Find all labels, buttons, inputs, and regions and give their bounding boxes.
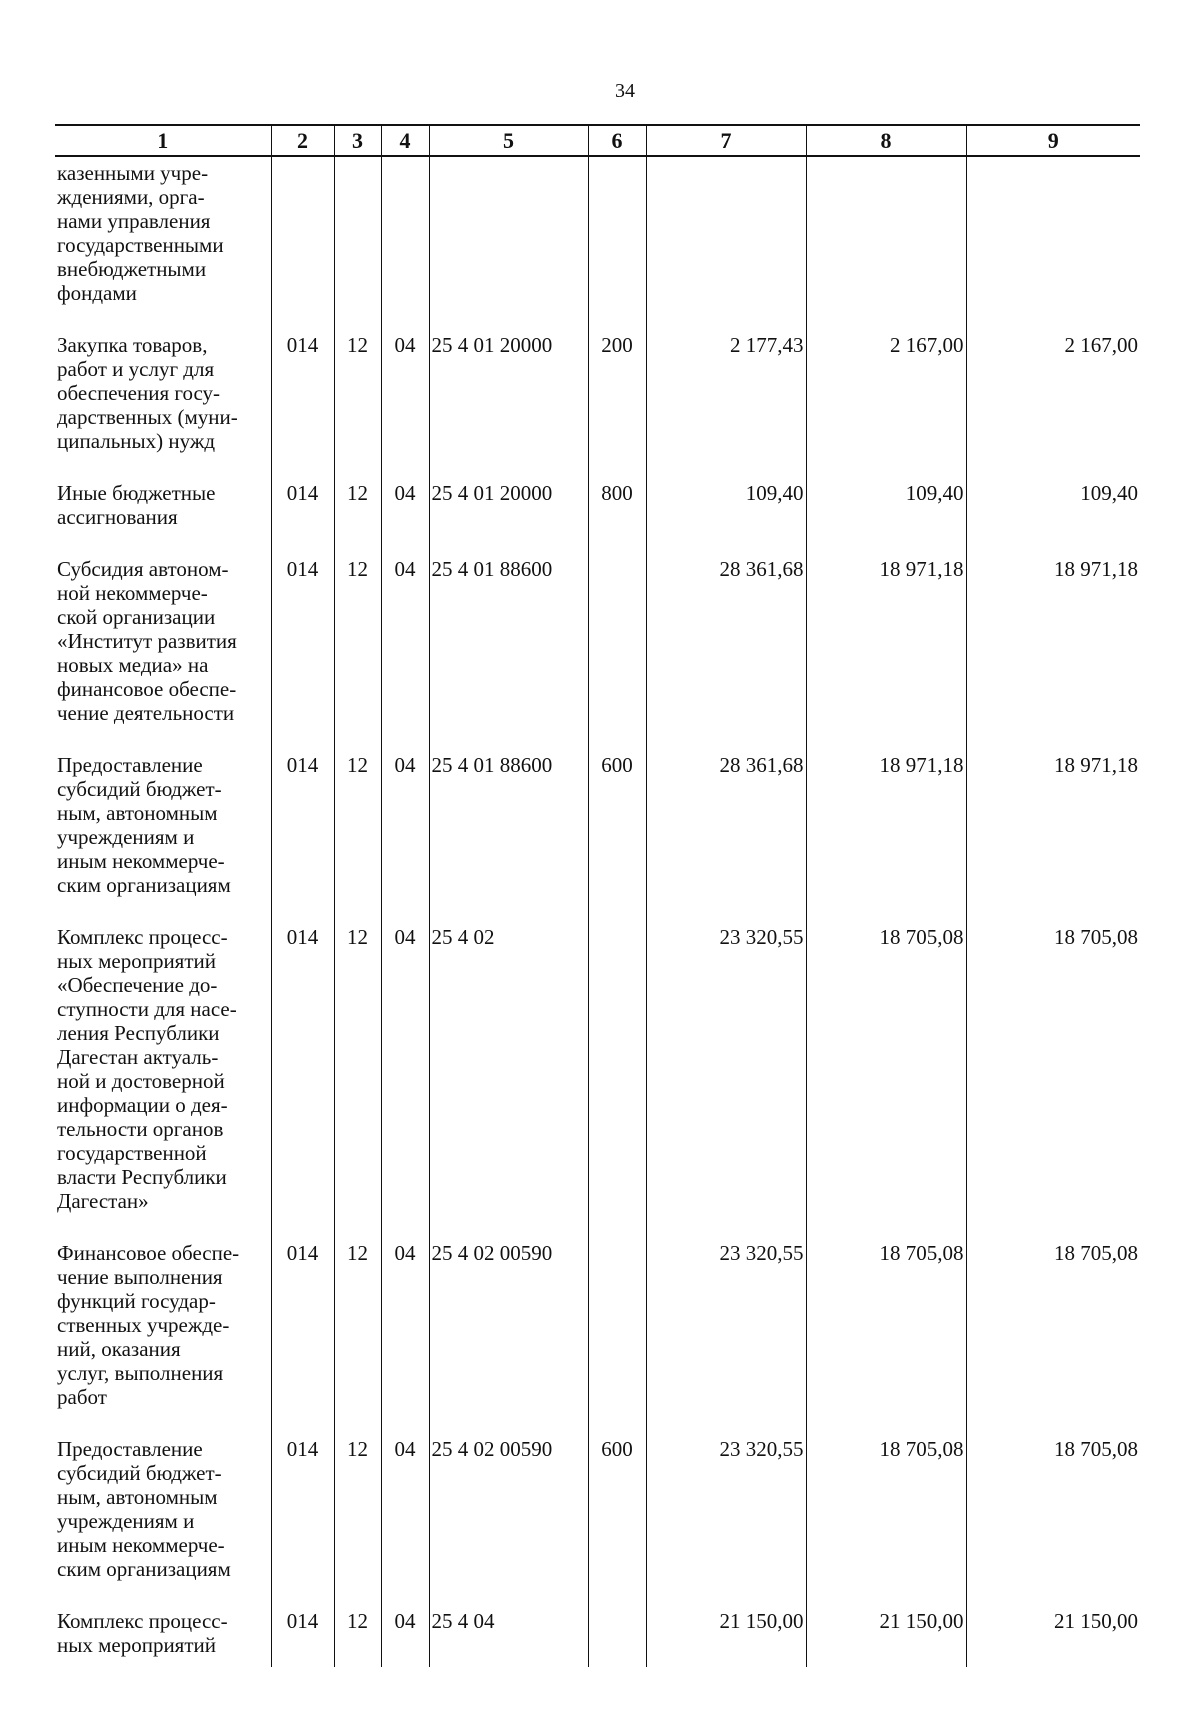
- budget-table-container: [55, 124, 1140, 1657]
- cell-amount-col7: 23 320,55: [646, 1233, 806, 1429]
- cell-section-code: 12: [334, 325, 381, 473]
- cell-amount-col9: 21 150,00: [966, 1601, 1140, 1667]
- column-header: 9: [966, 125, 1140, 156]
- row-description: Комплекс процесс- ных мероприятий: [57, 1609, 228, 1657]
- cell-target-article-code: 25 4 02: [429, 917, 588, 1233]
- cell-target-article-code: 25 4 02 00590: [429, 1233, 588, 1429]
- cell-expense-type-code: [588, 1233, 646, 1429]
- cell-amount-col8: 18 971,18: [806, 745, 966, 917]
- cell-amount-col8: 109,40: [806, 473, 966, 549]
- cell-amount-col7: [646, 156, 806, 325]
- row-description: Предоставление субсидий бюджет- ным, автономным учреждениям и иным некоммерче- ским организациям: [57, 753, 231, 897]
- cell-expense-type-code: [588, 917, 646, 1233]
- cell-amount-col8: 18 705,08: [806, 1233, 966, 1429]
- cell-subsection-code: [381, 156, 429, 325]
- row-description: казенными учре- ждениями, орга- нами управления государственными внебюджетными фондами: [57, 161, 224, 305]
- cell-ministry-code: 014: [271, 1429, 334, 1601]
- cell-expense-type-code: [588, 1601, 646, 1667]
- table-row: [55, 1601, 1140, 1667]
- table-row: [55, 917, 1140, 1233]
- cell-expense-type-code: 600: [588, 745, 646, 917]
- cell-ministry-code: 014: [271, 745, 334, 917]
- cell-section-code: 12: [334, 1429, 381, 1601]
- cell-subsection-code: 04: [381, 1429, 429, 1601]
- cell-section-code: [334, 156, 381, 325]
- cell-ministry-code: 014: [271, 1233, 334, 1429]
- column-header: 8: [806, 125, 966, 156]
- cell-subsection-code: 04: [381, 1601, 429, 1667]
- cell-amount-col7: 28 361,68: [646, 549, 806, 745]
- cell-section-code: 12: [334, 1233, 381, 1429]
- cell-amount-col8: 2 167,00: [806, 325, 966, 473]
- cell-amount-col8: 18 705,08: [806, 917, 966, 1233]
- row-description: Субсидия автоном- ной некоммерче- ской организации «Институт развития новых медиа» на финансовое обеспе- чение деятельности: [57, 557, 237, 725]
- cell-amount-col7: 21 150,00: [646, 1601, 806, 1667]
- cell-amount-col7: 28 361,68: [646, 745, 806, 917]
- cell-ministry-code: 014: [271, 325, 334, 473]
- page-number: 34: [615, 80, 635, 102]
- cell-target-article-code: 25 4 01 88600: [429, 745, 588, 917]
- cell-target-article-code: 25 4 01 20000: [429, 473, 588, 549]
- cell-subsection-code: 04: [381, 745, 429, 917]
- row-description: Финансовое обеспе- чение выполнения функций государ- ственных учрежде- ний, оказания услуг, выполнения работ: [57, 1241, 240, 1409]
- cell-target-article-code: 25 4 01 88600: [429, 549, 588, 745]
- cell-amount-col9: 109,40: [966, 473, 1140, 549]
- cell-ministry-code: [271, 156, 334, 325]
- cell-amount-col8: 18 971,18: [806, 549, 966, 745]
- cell-amount-col9: 18 705,08: [966, 1429, 1140, 1601]
- cell-expense-type-code: [588, 549, 646, 745]
- cell-section-code: 12: [334, 917, 381, 1233]
- cell-target-article-code: 25 4 01 20000: [429, 325, 588, 473]
- cell-ministry-code: 014: [271, 917, 334, 1233]
- cell-subsection-code: 04: [381, 325, 429, 473]
- table-row: [55, 156, 1140, 325]
- table-row: [55, 1233, 1140, 1429]
- cell-amount-col9: 18 971,18: [966, 745, 1140, 917]
- column-header: 7: [646, 125, 806, 156]
- cell-amount-col8: 21 150,00: [806, 1601, 966, 1667]
- table-header-row: [55, 125, 1140, 156]
- column-header: 1: [55, 125, 271, 156]
- row-description: Иные бюджетные ассигнования: [57, 481, 216, 529]
- column-header: 5: [429, 125, 588, 156]
- budget-table: [55, 124, 1140, 1667]
- row-description: Комплекс процесс- ных мероприятий «Обеспечение до- ступности для насе- ления Республики Дагестан актуаль- ной и достоверной информации о дея- тельности органов государственной власти Республики Дагестан»: [57, 925, 237, 1213]
- cell-expense-type-code: [588, 156, 646, 325]
- cell-amount-col7: 23 320,55: [646, 917, 806, 1233]
- cell-amount-col8: 18 705,08: [806, 1429, 966, 1601]
- cell-subsection-code: 04: [381, 473, 429, 549]
- cell-expense-type-code: 800: [588, 473, 646, 549]
- cell-section-code: 12: [334, 745, 381, 917]
- table-row: [55, 325, 1140, 473]
- cell-amount-col9: 18 705,08: [966, 1233, 1140, 1429]
- cell-target-article-code: 25 4 04: [429, 1601, 588, 1667]
- cell-section-code: 12: [334, 549, 381, 745]
- cell-ministry-code: 014: [271, 473, 334, 549]
- table-row: [55, 473, 1140, 549]
- column-header: 2: [271, 125, 334, 156]
- cell-amount-col8: [806, 156, 966, 325]
- row-description: Закупка товаров, работ и услуг для обеспечения госу- дарственных (муни- ципальных) нужд: [57, 333, 238, 453]
- cell-amount-col9: 18 705,08: [966, 917, 1140, 1233]
- table-row: [55, 549, 1140, 745]
- cell-amount-col7: 109,40: [646, 473, 806, 549]
- row-description: Предоставление субсидий бюджет- ным, автономным учреждениям и иным некоммерче- ским организациям: [57, 1437, 231, 1581]
- table-body: [55, 156, 1140, 1667]
- cell-target-article-code: [429, 156, 588, 325]
- cell-target-article-code: 25 4 02 00590: [429, 1429, 588, 1601]
- cell-ministry-code: 014: [271, 549, 334, 745]
- table-row: [55, 745, 1140, 917]
- cell-amount-col7: 2 177,43: [646, 325, 806, 473]
- cell-ministry-code: 014: [271, 1601, 334, 1667]
- cell-subsection-code: 04: [381, 917, 429, 1233]
- cell-subsection-code: 04: [381, 1233, 429, 1429]
- cell-amount-col9: 2 167,00: [966, 325, 1140, 473]
- cell-subsection-code: 04: [381, 549, 429, 745]
- column-header: 6: [588, 125, 646, 156]
- cell-section-code: 12: [334, 473, 381, 549]
- cell-amount-col9: 18 971,18: [966, 549, 1140, 745]
- cell-expense-type-code: 600: [588, 1429, 646, 1601]
- cell-amount-col9: [966, 156, 1140, 325]
- column-header: 3: [334, 125, 381, 156]
- cell-section-code: 12: [334, 1601, 381, 1667]
- column-header: 4: [381, 125, 429, 156]
- cell-expense-type-code: 200: [588, 325, 646, 473]
- cell-amount-col7: 23 320,55: [646, 1429, 806, 1601]
- table-row: [55, 1429, 1140, 1601]
